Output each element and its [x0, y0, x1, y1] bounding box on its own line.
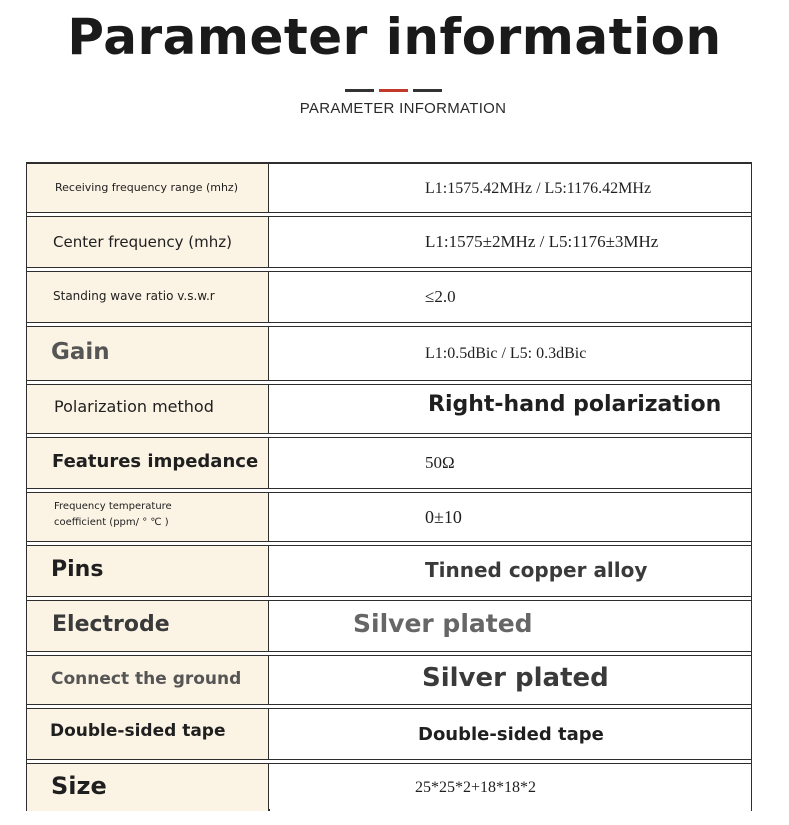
- table-row: [27, 438, 751, 488]
- parameter-label-cell: [27, 601, 269, 651]
- parameter-label-cell: [27, 656, 269, 704]
- parameter-label: Electrode: [52, 612, 170, 637]
- table-row: [27, 272, 751, 322]
- parameter-value: Tinned copper alloy: [425, 558, 648, 582]
- parameter-label: Double-sided tape: [50, 721, 226, 741]
- parameter-label-cell: [27, 385, 269, 433]
- parameter-value: Double-sided tape: [418, 724, 604, 745]
- parameter-label: Size: [51, 772, 107, 800]
- parameter-value-cell: [270, 164, 751, 212]
- parameter-value-cell: [270, 385, 751, 433]
- parameter-value: Right-hand polarization: [428, 392, 722, 417]
- divider-segment-middle: [379, 89, 408, 92]
- parameter-value: 0±10: [425, 507, 462, 527]
- parameter-value-cell: [270, 493, 751, 541]
- parameter-value-cell: [270, 546, 751, 596]
- table-row: [27, 546, 751, 596]
- parameter-value: L1:1575.42MHz / L5:1176.42MHz: [425, 180, 652, 197]
- parameter-value-cell: [270, 327, 751, 380]
- parameter-label-cell: [27, 438, 269, 488]
- parameter-value: Silver plated: [422, 663, 609, 693]
- parameter-label-cell: [27, 764, 269, 811]
- parameter-value-cell: [270, 438, 751, 488]
- table-row: [27, 327, 751, 380]
- title-divider: [345, 89, 442, 92]
- parameter-value-cell: [270, 709, 751, 759]
- divider-segment-left: [345, 89, 374, 92]
- parameter-label: Receiving frequency range (mhz): [55, 181, 238, 194]
- parameter-label-cell: [27, 546, 269, 596]
- parameter-label: Polarization method: [54, 397, 214, 416]
- parameter-label-cell: [27, 217, 269, 267]
- divider-segment-right: [413, 89, 442, 92]
- parameter-label: Standing wave ratio v.s.w.r: [53, 289, 215, 303]
- table-row: [27, 493, 751, 541]
- parameter-label: Features impedance: [52, 451, 259, 472]
- page-title: Parameter information: [67, 8, 722, 66]
- parameter-value: Silver plated: [353, 609, 533, 638]
- page-subtitle: PARAMETER INFORMATION: [299, 100, 507, 117]
- parameter-label: Connect the ground: [51, 669, 242, 689]
- parameter-label-cell: [27, 493, 269, 541]
- table-row: [27, 656, 751, 704]
- parameter-value-cell: [270, 601, 751, 651]
- parameter-value-cell: [270, 272, 751, 322]
- parameter-value: 25*25*2+18*18*2: [415, 779, 537, 796]
- parameter-value-cell: [270, 656, 751, 704]
- parameter-value: ≤2.0: [425, 287, 456, 306]
- table-row: [27, 709, 751, 759]
- parameter-label: Pins: [51, 557, 104, 582]
- parameter-label: Gain: [51, 339, 110, 365]
- table-row: [27, 601, 751, 651]
- parameter-table: [26, 162, 752, 811]
- parameter-label-line2: coefficient (ppm/ ° ℃ ): [54, 517, 169, 528]
- table-row: [27, 217, 751, 267]
- table-row: [27, 164, 751, 212]
- parameter-value-cell: [270, 217, 751, 267]
- parameter-label-line1: Frequency temperature: [54, 501, 172, 512]
- parameter-label-cell: [27, 164, 269, 212]
- parameter-label: Center frequency (mhz): [53, 233, 232, 251]
- parameter-value: 50Ω: [425, 453, 455, 472]
- table-row: [27, 385, 751, 433]
- parameter-value-cell: [270, 764, 751, 811]
- parameter-value: L1:1575±2MHz / L5:1176±3MHz: [425, 232, 659, 251]
- parameter-label-cell: [27, 272, 269, 322]
- parameter-value: L1:0.5dBic / L5: 0.3dBic: [425, 345, 587, 362]
- parameter-label-cell: [27, 709, 269, 759]
- parameter-label-cell: [27, 327, 269, 380]
- table-row: [27, 764, 751, 811]
